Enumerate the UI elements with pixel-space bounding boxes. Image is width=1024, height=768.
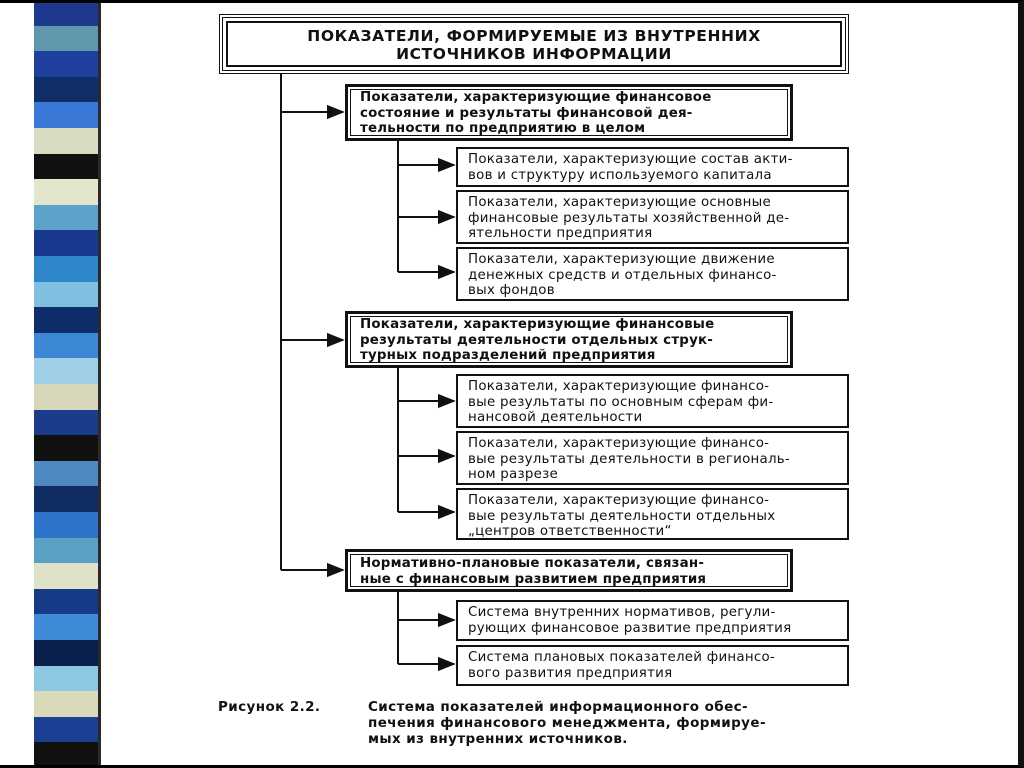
group-box-line: тельности по предприятию в целом <box>360 121 646 136</box>
indicator-line: вые результаты деятельности отдельных <box>468 508 776 524</box>
indicator-line: вые результаты по основным сферам фи- <box>468 394 774 410</box>
group-box-line: результаты деятельности отдельных струк- <box>360 332 714 348</box>
indicator-line: Показатели, характеризующие финансо- <box>468 493 770 508</box>
indicator-line: финансовые результаты хозяйственной де- <box>468 210 790 226</box>
group-box-line: турных подразделений предприятия <box>360 348 656 363</box>
indicator-line: Показатели, характеризующие состав акти- <box>468 152 793 167</box>
group-box-line: Показатели, характеризующие финансовое <box>360 90 712 105</box>
group-box-line: ные с финансовым развитием предприятия <box>360 571 707 587</box>
diagram-title-line: ПОКАЗАТЕЛИ, ФОРМИРУЕМЫЕ ИЗ ВНУТРЕННИХ <box>307 27 761 45</box>
indicator-line: Система внутренних нормативов, регули- <box>468 605 776 620</box>
indicator-line: Система плановых показателей финансо- <box>468 650 775 665</box>
figure-number: Рисунок 2.2. <box>218 699 321 715</box>
indicator-line: ном разрезе <box>468 467 558 482</box>
indicator-line: Показатели, характеризующие финансо- <box>468 436 770 451</box>
indicator-line: вов и структуру используемого капитала <box>468 167 772 183</box>
indicator-line: Показатели, характеризующие финансо- <box>468 379 770 394</box>
indicator-line: рующих финансовое развитие предприятия <box>468 620 792 636</box>
caption-line: Система показателей информационного обес- <box>368 699 749 715</box>
caption-line: печения финансового менеджмента, формируе- <box>368 715 766 731</box>
group-box-line: состояние и результаты финансовой дея- <box>360 105 693 121</box>
indicator-line: „центров ответственности“ <box>468 524 672 539</box>
indicator-line: ятельности предприятия <box>468 226 653 241</box>
indicator-line: Показатели, характеризующие основные <box>468 195 771 210</box>
group-box-line: Показатели, характеризующие финансовые <box>360 317 715 332</box>
indicator-line: вого развития предприятия <box>468 665 673 681</box>
group-box-line: Нормативно-плановые показатели, связан- <box>360 556 705 571</box>
indicator-line: вых фондов <box>468 283 555 298</box>
indicator-line: вые результаты деятельности в региональ- <box>468 451 790 467</box>
caption-line: мых из внутренних источников. <box>368 731 628 747</box>
indicator-line: Показатели, характеризующие движение <box>468 252 775 267</box>
indicator-line: денежных средств и отдельных финансо- <box>468 267 777 283</box>
diagram-title-line: ИСТОЧНИКОВ ИНФОРМАЦИИ <box>396 45 672 63</box>
indicator-line: нансовой деятельности <box>468 410 643 425</box>
